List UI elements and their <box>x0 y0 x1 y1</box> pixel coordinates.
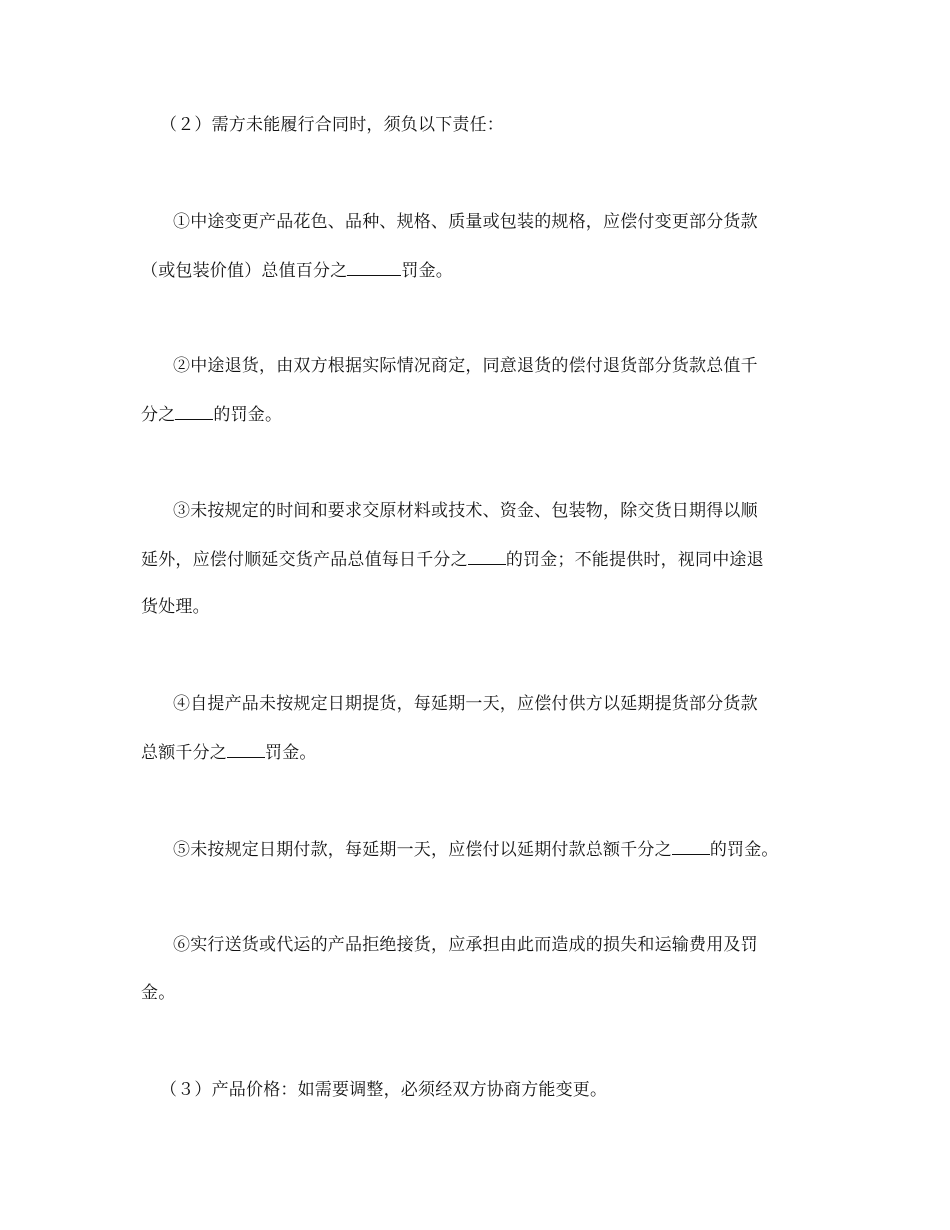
fill-in-blank <box>672 838 710 855</box>
item-2-text-before-blank: 分之 <box>141 405 176 425</box>
item-4-text-before-blank: 总额千分之 <box>141 743 227 763</box>
item-5-line-1 <box>173 838 779 861</box>
fill-in-blank <box>468 548 506 565</box>
item-6-line-2: 金。 <box>141 983 176 1003</box>
fill-in-blank <box>347 259 401 276</box>
item-3-text-before-blank: 延外，应偿付顺延交货产品总值每日千分之 <box>141 550 468 570</box>
item-1-text-before-blank: （或包装价值）总值百分之 <box>141 261 348 281</box>
item-5-text-before-blank: ⑤未按规定日期付款，每延期一天，应偿付以延期付款总额千分之 <box>173 840 672 860</box>
item-4-line-1: ④自提产品未按规定日期提货，每延期一天，应偿付供方以延期提货部分货款 <box>173 694 758 714</box>
clause-2-heading: （２）需方未能履行合同时，须负以下责任： <box>160 115 504 135</box>
fill-in-blank <box>175 403 213 420</box>
item-2-line-1: ②中途退货，由双方根据实际情况商定，同意退货的偿付退货部分货款总值千 <box>173 356 758 376</box>
clause-3-heading: （３）产品价格：如需要调整，必须经双方协商方能变更。 <box>160 1080 608 1100</box>
item-3-text-after-blank: 的罚金；不能提供时，视同中途退 <box>505 550 764 570</box>
item-1-text-after-blank: 罚金。 <box>401 261 454 281</box>
item-4-text-after-blank: 罚金。 <box>265 743 317 763</box>
item-1-line-1: ①中途变更产品花色、品种、规格、质量或包装的规格，应偿付变更部分货款 <box>173 212 758 232</box>
item-2-text-after-blank: 的罚金。 <box>213 405 283 425</box>
item-3-line-3: 货处理。 <box>141 597 210 617</box>
item-3-line-2 <box>141 548 764 571</box>
item-3-line-1: ③未按规定的时间和要求交原材料或技术、资金、包装物，除交货日期得以顺 <box>173 501 758 521</box>
item-2-line-2 <box>141 403 282 426</box>
item-6-line-1: ⑥实行送货或代运的产品拒绝接货，应承担由此而造成的损失和运输费用及罚 <box>173 935 758 955</box>
item-1-line-2 <box>141 259 453 282</box>
fill-in-blank <box>227 741 265 758</box>
item-4-line-2 <box>141 741 317 764</box>
item-5-text-after-blank: 的罚金。 <box>709 840 779 860</box>
